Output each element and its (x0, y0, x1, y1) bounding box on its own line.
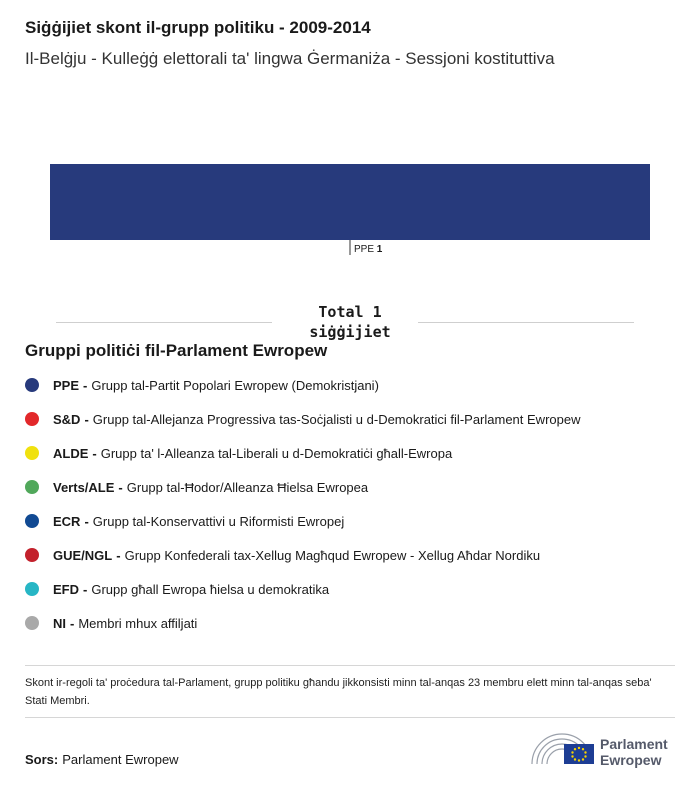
chart-title: Siġġijiet skont il-grupp politiku - 2009-2014 (25, 18, 371, 37)
legend-dash: - (84, 513, 89, 529)
source-label: Sors: (25, 752, 59, 767)
legend-list (25, 368, 580, 640)
total-label (250, 302, 450, 342)
source-value: Parlament Ewropew (62, 752, 179, 767)
legend-dash: - (118, 479, 123, 495)
total-seats (0, 300, 700, 344)
legend-color-dot (25, 514, 39, 528)
legend-dash: - (83, 377, 88, 393)
legend-item (25, 606, 580, 640)
rules-note: Skont ir-regoli ta' proċedura tal-Parlament, grupp politiku għandu jikkonsisti minn tal-anqas 23 membru elett minn tal-anqas seba' Stati Membri. (25, 677, 652, 707)
legend-color-dot (25, 378, 39, 392)
divider (25, 665, 675, 666)
legend-abbr: ECR (53, 513, 81, 529)
legend-item (25, 402, 580, 436)
seat-bar-chart (0, 150, 700, 265)
legend-dash: - (83, 581, 88, 597)
legend-color-dot (25, 480, 39, 494)
legend-dash: - (70, 615, 75, 631)
parliament-logo (530, 728, 680, 772)
legend-abbr: ALDE (53, 445, 89, 461)
legend-item (25, 538, 580, 572)
bar-data-label: PPE 1 (354, 244, 383, 255)
legend-description: Grupp Konfederali tax-Xellug Magħqud Ewropew - Xellug Aħdar Nordiku (124, 547, 541, 563)
legend-abbr: Verts/ALE (53, 479, 115, 495)
legend-abbr: S&D (53, 411, 81, 427)
legend-item (25, 436, 580, 470)
legend-description: Grupp ta' l-Alleanza tal-Liberali u d-Demokratiċi għall-Ewropa (100, 445, 453, 461)
parliament-hemicycle-icon (530, 728, 596, 768)
legend-item (25, 470, 580, 504)
bar-segment-ppe (50, 164, 650, 240)
legend-dash: - (92, 445, 97, 461)
logo-wordmark (600, 736, 668, 768)
logo-line-2: Ewropew (600, 752, 662, 768)
total-divider-right (418, 322, 634, 323)
logo-line-1: Parlament (600, 736, 668, 752)
legend-description: Grupp għall Ewropa ħielsa u demokratika (91, 581, 330, 597)
legend-color-dot (25, 412, 39, 426)
legend-item (25, 504, 580, 538)
total-divider-left (56, 322, 272, 323)
legend-abbr: EFD (53, 581, 79, 597)
legend-item (25, 572, 580, 606)
legend-color-dot (25, 616, 39, 630)
legend-description: Grupp tal-Partit Popolari Ewropew (Demokristjani) (91, 377, 379, 393)
legend-abbr: NI (53, 615, 66, 631)
legend-item (25, 368, 580, 402)
legend-description: Membri mhux affiljati (78, 615, 198, 631)
legend-color-dot (25, 582, 39, 596)
legend-abbr: GUE/NGL (53, 547, 113, 563)
legend-dash: - (84, 411, 89, 427)
legend-color-dot (25, 548, 39, 562)
legend-heading: Gruppi politiċi fil-Parlament Ewropew (25, 341, 328, 360)
legend-color-dot (25, 446, 39, 460)
legend-description: Grupp tal-Konservattivi u Riformisti Ewropej (92, 513, 345, 529)
chart-subtitle: Il-Belġju - Kulleġġ elettorali ta' lingwa Ġermaniża - Sessjoni kostituttiva (25, 49, 555, 68)
legend-dash: - (116, 547, 121, 563)
legend-description: Grupp tal-Allejanza Progressiva tas-Soċjalisti u d-Demokratici fil-Parlament Ewropew (92, 411, 581, 427)
total-line-2: siġġijiet (309, 323, 391, 341)
total-line-1: Total 1 (318, 303, 382, 321)
source (25, 752, 179, 767)
legend-abbr: PPE (53, 377, 80, 393)
legend-description: Grupp tal-Ħodor/Alleanza Ħielsa Ewropea (126, 479, 369, 495)
divider (25, 717, 675, 718)
